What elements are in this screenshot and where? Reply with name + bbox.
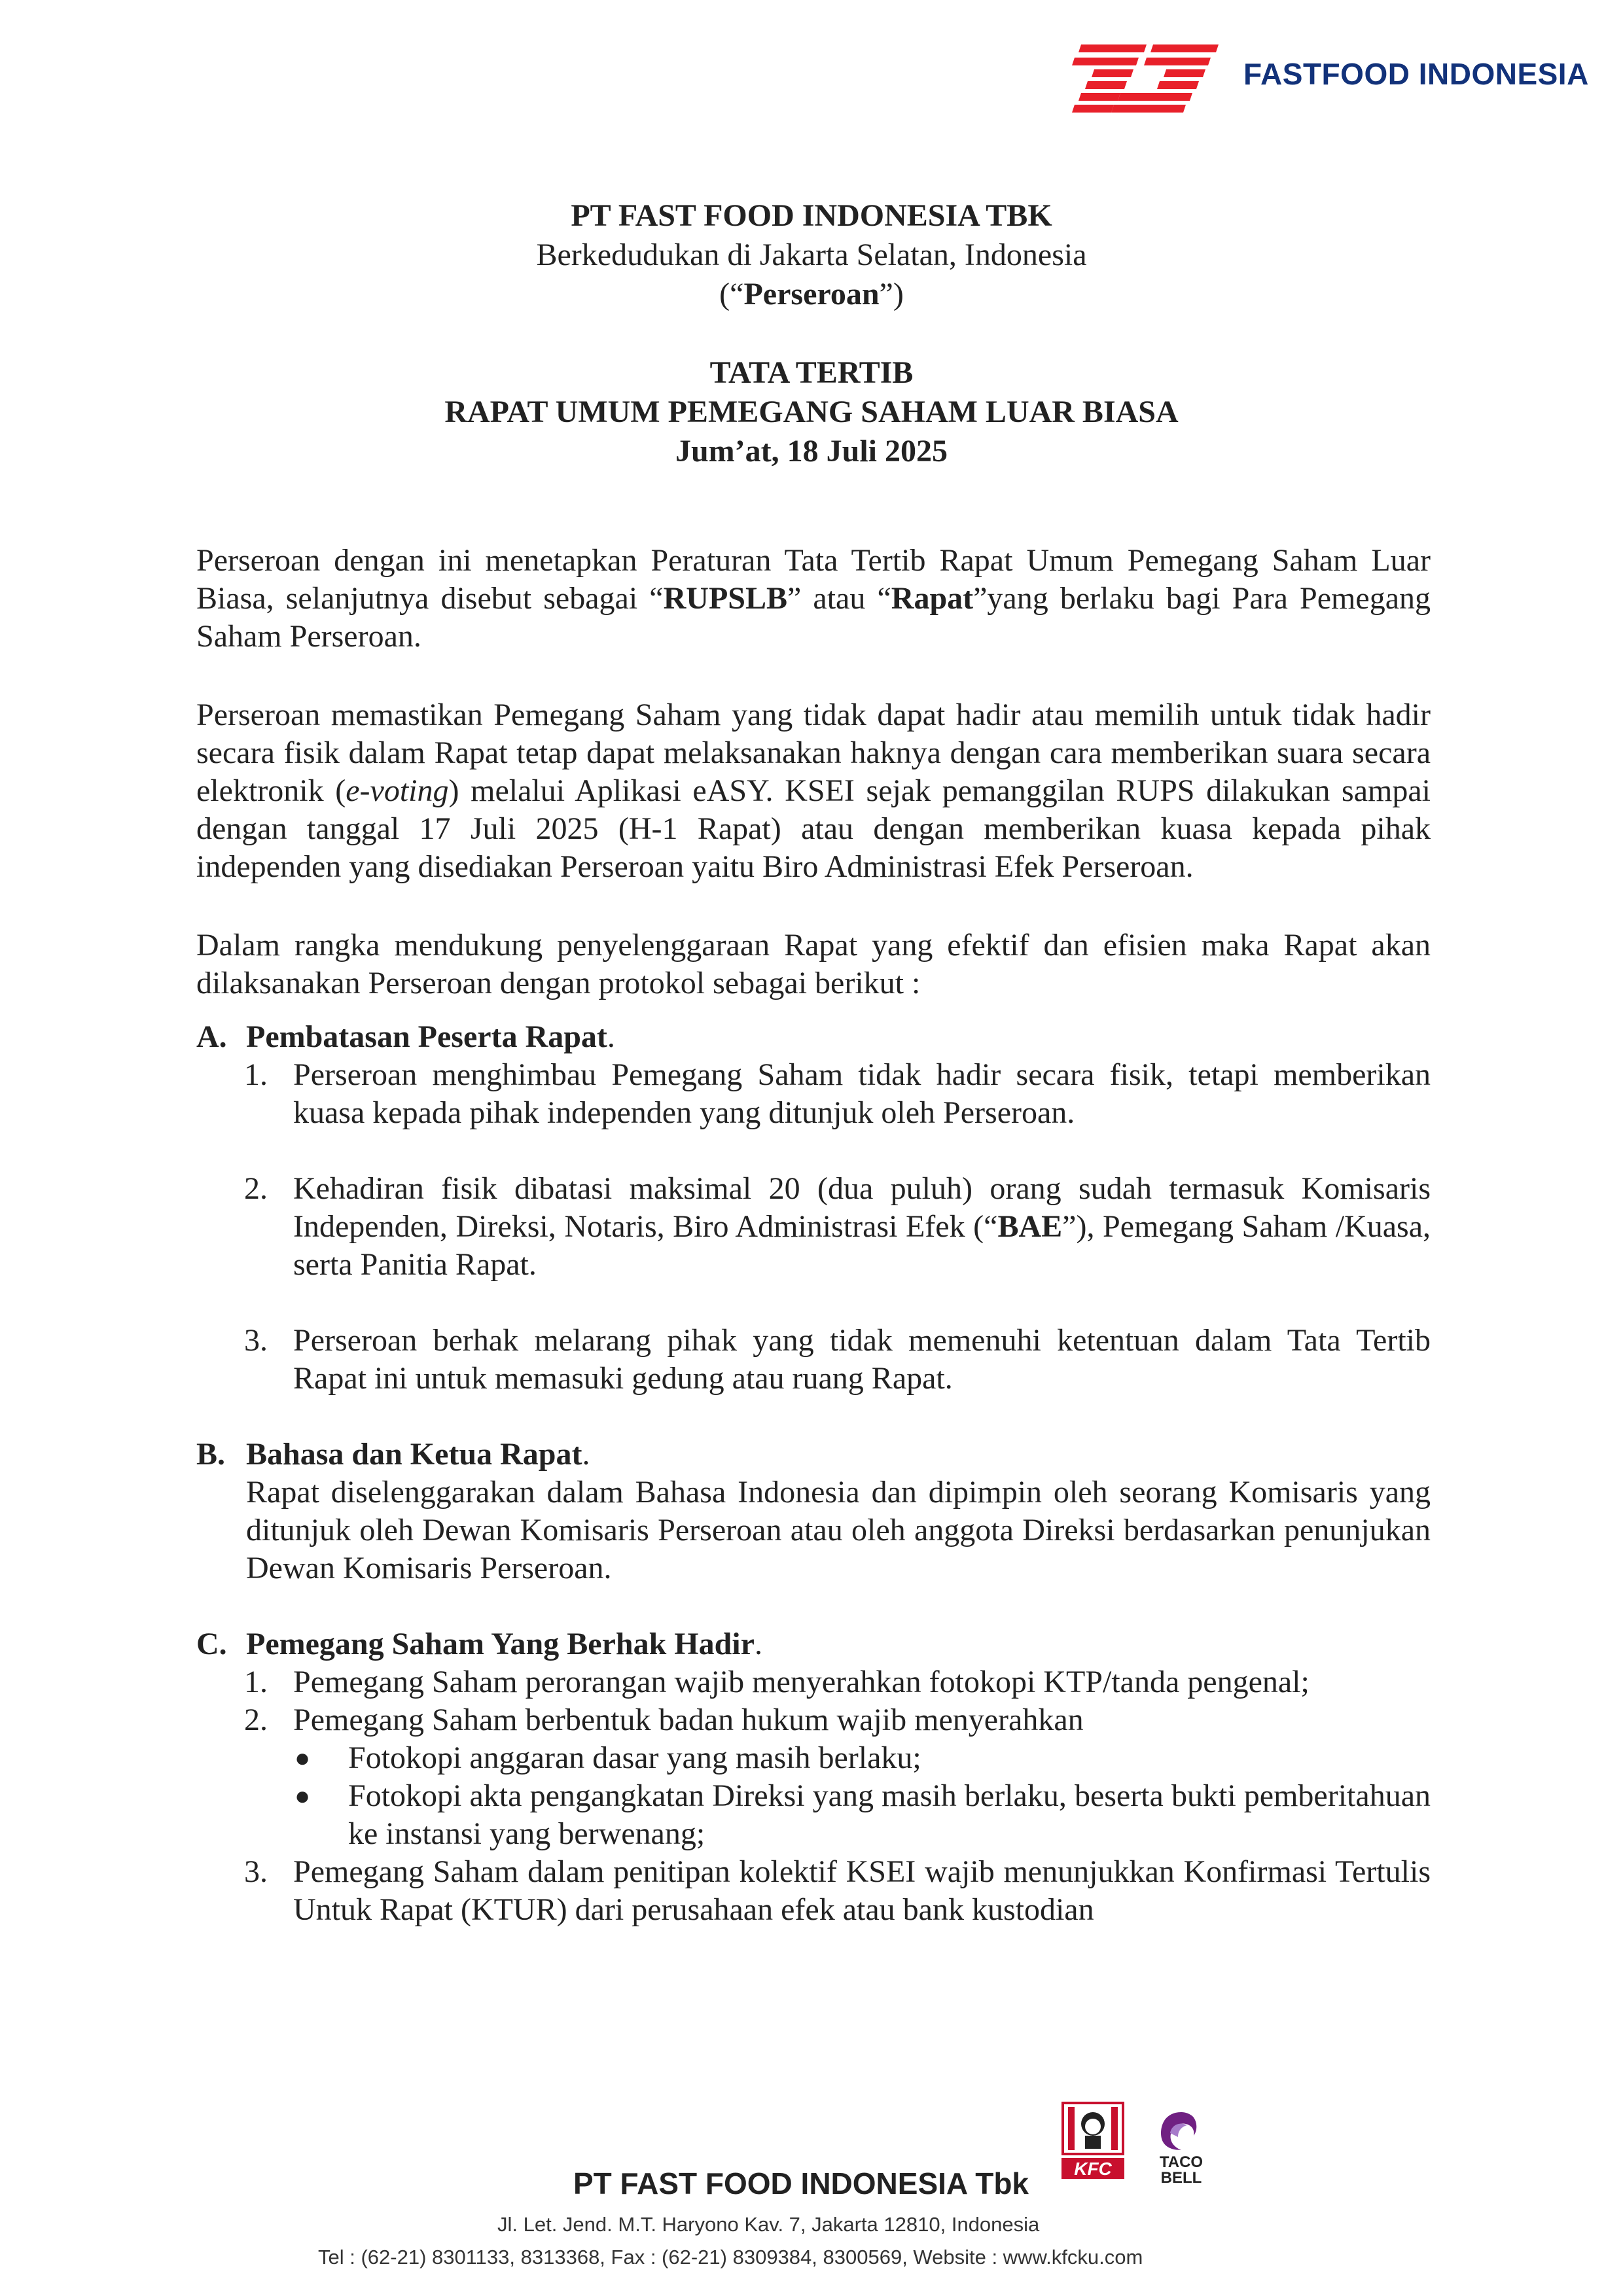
kfc-logo-icon [1059, 2100, 1127, 2183]
section-a-item-1 [196, 1056, 1431, 1132]
item-text: Kehadiran fisik dibatasi maksimal 20 (dua puluh) orang sudah termasuk Komisaris Independen, Direksi, Notaris, Biro Administrasi Efek (“BAE”), Pemegang Saham /Kuasa, serta Panitia Rapat. [293, 1171, 1431, 1282]
company-domicile: Berkedudukan di Jakarta Selatan, Indonesia [536, 238, 1087, 272]
section-title: Bahasa dan Ketua Rapat [246, 1437, 582, 1472]
section-c-item-2 [196, 1701, 1431, 1739]
section-title: Pembatasan Peserta Rapat [246, 1019, 607, 1054]
alias-close: ”) [879, 277, 904, 311]
item-text: Pemegang Saham dalam penitipan kolektif KSEI wajib menunjukkan Konfirmasi Tertulis Untuk Rapat (KTUR) dari perusahaan efek atau bank kustodian [293, 1854, 1431, 1927]
intro-paragraph-2: Perseroan memastikan Pemegang Saham yang tidak dapat hadir atau memilih untuk tidak hadir secara fisik dalam Rapat tetap dapat melaksanakan haknya dengan cara memberikan suara secara elektronik (e-voting) melalui Aplikasi eASY. KSEI sejak pemanggilan RUPS dilakukan sampai dengan tanggal 17 Juli 2025 (H-1 Rapat) atau dengan memberikan kuasa kepada pihak independen yang disediakan Perseroan yaitu Biro Administrasi Efek Perseroan. [196, 698, 1431, 884]
alias-open: (“ [719, 277, 744, 311]
section-a-item-3 [196, 1322, 1431, 1398]
term-rupslb: RUPSLB [663, 581, 787, 616]
svg-text:BELL: BELL [1160, 2169, 1202, 2185]
item-text: Perseroan menghimbau Pemegang Saham tidak hadir secara fisik, tetapi memberikan kuasa kepada pihak independen yang ditunjuk oleh Perseroan. [293, 1057, 1431, 1130]
term-rapat: Rapat [891, 581, 974, 616]
document-title: TATA TERTIB [709, 355, 914, 390]
svg-text:TACO: TACO [1159, 2153, 1204, 2171]
taco-bell-logo-icon [1152, 2107, 1211, 2185]
section-a-heading: A. Pembatasan Peserta Rapat. [196, 1018, 1431, 1056]
item-number: 2. [244, 1171, 268, 1206]
company-logo [1055, 38, 1589, 136]
section-letter: C. [196, 1627, 227, 1661]
company-alias [0, 275, 1623, 314]
document-title-block [0, 353, 1623, 471]
section-c-item-3 [196, 1853, 1431, 1929]
meeting-date: Jum’at, 18 Juli 2025 [675, 434, 948, 468]
section-b-heading: B. Bahasa dan Ketua Rapat. [196, 1436, 1431, 1474]
intro-paragraph-3: Dalam rangka mendukung penyelenggaraan Rapat yang efektif dan efisien maka Rapat akan dilaksanakan Perseroan dengan protokol sebagai berikut : [196, 928, 1431, 1000]
item-text: Pemegang Saham perorangan wajib menyerahkan fotokopi KTP/tanda pengenal; [293, 1665, 1310, 1699]
meeting-name: RAPAT UMUM PEMEGANG SAHAM LUAR BIASA [444, 395, 1179, 429]
bullet-text: Fotokopi anggaran dasar yang masih berlaku; [348, 1740, 921, 1775]
alias-term: Perseroan [743, 277, 880, 311]
logo-wordmark: FASTFOOD INDONESIA [1243, 57, 1589, 91]
bullet-icon: ● [294, 1781, 311, 1810]
section-title: Pemegang Saham Yang Berhak Hadir [246, 1627, 755, 1661]
footer-contact: Tel : (62-21) 8301133, 8313368, Fax : (62-21) 8309384, 8300569, Website : www.kfcku.com [318, 2246, 1143, 2269]
item-text: Perseroan berhak melarang pihak yang tidak memenuhi ketentuan dalam Tata Tertib Rapat ini untuk memasuki gedung atau ruang Rapat. [293, 1323, 1431, 1396]
item-number: 2. [244, 1703, 268, 1737]
section-a-item-2 [196, 1170, 1431, 1284]
item-number: 1. [244, 1057, 268, 1092]
fastfood-indonesia-logo-mark [1055, 38, 1232, 130]
company-header [0, 196, 1623, 314]
item-text: Pemegang Saham berbentuk badan hukum wajib menyerahkan [293, 1703, 1084, 1737]
item-number: 3. [244, 1854, 268, 1889]
bullet-icon: ● [294, 1743, 311, 1773]
item-number: 1. [244, 1665, 268, 1699]
section-c-bullet-1 [196, 1739, 1431, 1777]
section-c-bullet-2 [196, 1777, 1431, 1853]
term-e-voting: e-voting [346, 773, 449, 808]
section-c-heading: C. Pemegang Saham Yang Berhak Hadir. [196, 1625, 1431, 1663]
footer-company-name: PT FAST FOOD INDONESIA Tbk [573, 2166, 1029, 2200]
section-c-item-1 [196, 1663, 1431, 1701]
company-name: PT FAST FOOD INDONESIA TBK [571, 198, 1052, 233]
item-number: 3. [244, 1323, 268, 1358]
bullet-text: Fotokopi akta pengangkatan Direksi yang masih berlaku, beserta bukti pemberitahuan ke instansi yang berwenang; [348, 1778, 1431, 1851]
section-letter: A. [196, 1019, 227, 1054]
section-letter: B. [196, 1437, 226, 1472]
section-b-text: Rapat diselenggarakan dalam Bahasa Indonesia dan dipimpin oleh seorang Komisaris yang ditunjuk oleh Dewan Komisaris Perseroan atau oleh anggota Direksi berdasarkan penunjukan Dewan Komisaris Perseroan. [246, 1475, 1431, 1585]
footer-address: Jl. Let. Jend. M.T. Haryono Kav. 7, Jakarta 12810, Indonesia [497, 2213, 1040, 2236]
intro-paragraph-1: Perseroan dengan ini menetapkan Peraturan Tata Tertib Rapat Umum Pemegang Saham Luar Biasa, selanjutnya disebut sebagai “RUPSLB” atau “Rapat”yang berlaku bagi Para Pemegang Saham Perseroan. [196, 543, 1431, 654]
document-body [196, 542, 1431, 1929]
term-bae: BAE [997, 1209, 1063, 1244]
svg-text:KFC: KFC [1074, 2159, 1112, 2179]
